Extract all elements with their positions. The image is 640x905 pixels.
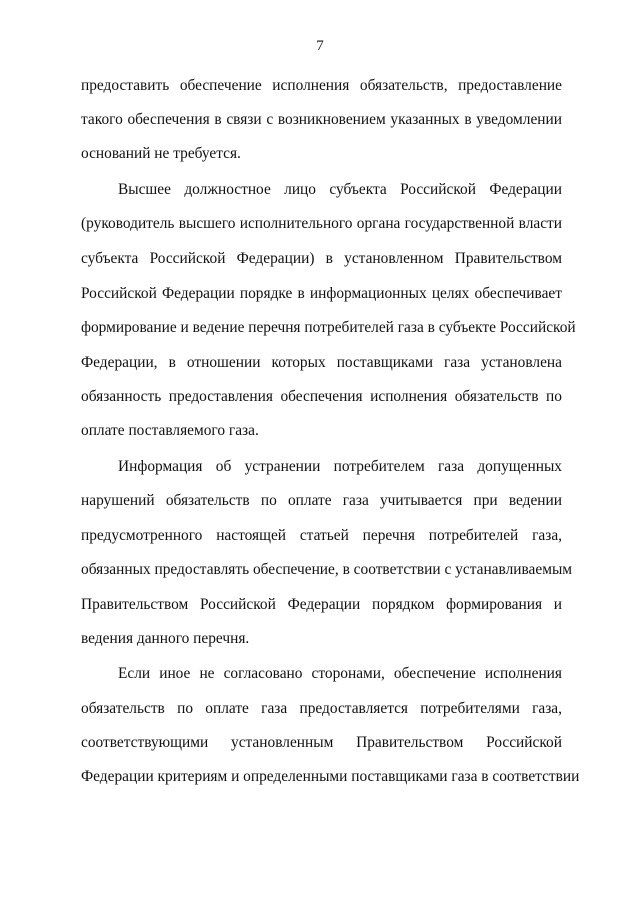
text-line: предоставить обеспечение исполнения обязательств, предоставление xyxy=(81,77,562,94)
text-line: Высшее должностное лицо субъекта Российской Федерации xyxy=(118,181,562,198)
text-line: обязанных предоставлять обеспечение, в соответствии с устанавливаемым xyxy=(81,561,573,578)
text-line: субъекта Российской Федерации) в установленном Правительством xyxy=(81,250,562,267)
text-line: обязанность предоставления обеспечения исполнения обязательств по xyxy=(81,388,562,405)
page-number: 7 xyxy=(316,38,324,54)
text-line: такого обеспечения в связи с возникновением указанных в уведомлении xyxy=(81,111,562,128)
text-line: ведения данного перечня. xyxy=(81,630,250,647)
text-line: формирование и ведение перечня потребителей газа в субъекте Российской xyxy=(81,319,576,336)
text-line: нарушений обязательств по оплате газа учитывается при ведении xyxy=(81,492,562,509)
text-line: Информация об устранении потребителем газа допущенных xyxy=(118,458,562,475)
text-line: Федерации, в отношении которых поставщиками газа установлена xyxy=(81,354,562,371)
text-line: (руководитель высшего исполнительного органа государственной власти xyxy=(81,215,562,232)
text-line: соответствующими установленным Правительством Российской xyxy=(81,734,562,751)
text-line: Если иное не согласовано сторонами, обеспечение исполнения xyxy=(118,665,562,682)
text-line: оснований не требуется. xyxy=(81,145,241,162)
text-line: Федерации критериям и определенными поставщиками газа в соответствии xyxy=(81,768,580,785)
text-line: предусмотренного настоящей статьей перечня потребителей газа, xyxy=(81,527,562,544)
text-line: Правительством Российской Федерации порядком формирования и xyxy=(81,596,562,613)
text-line: обязательств по оплате газа предоставляется потребителями газа, xyxy=(81,700,562,717)
text-line: Российской Федерации порядке в информационных целях обеспечивает xyxy=(81,285,562,302)
text-line: оплате поставляемого газа. xyxy=(81,422,259,439)
